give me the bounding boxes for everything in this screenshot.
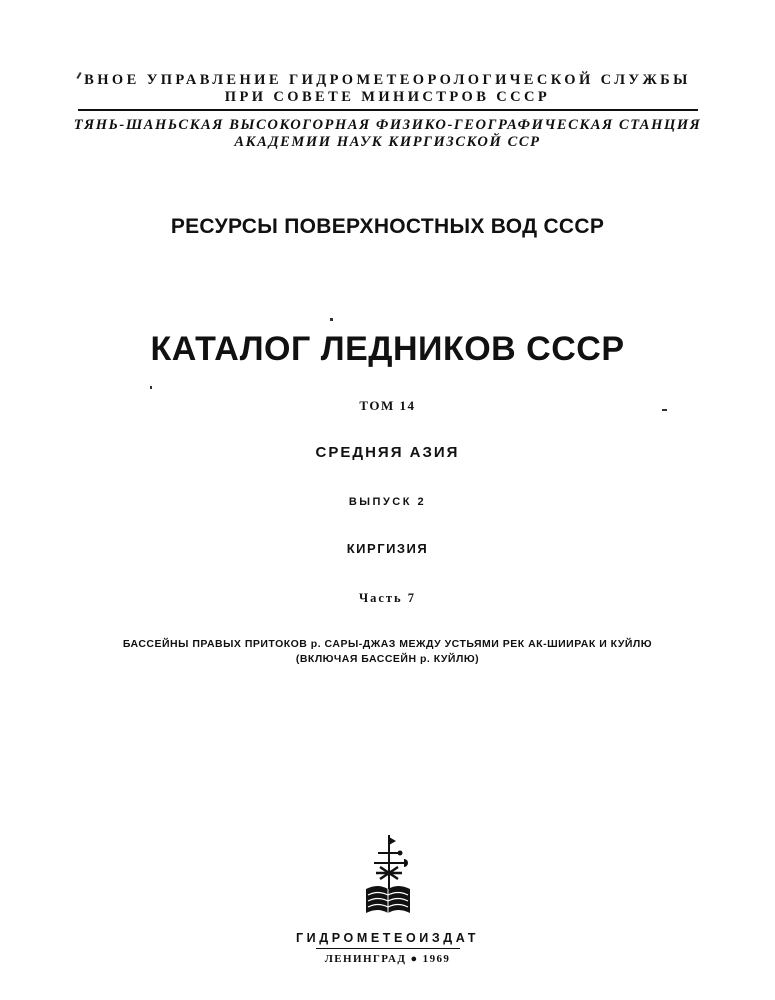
basin-description-line-1: БАССЕЙНЫ ПРАВЫХ ПРИТОКОВ р. САРЫ-ДЖАЗ МЕЖДУ УСТЬЯМИ РЕК АК-ШИИРАК И КУЙЛЮ [122,638,653,650]
city-and-year: ЛЕНИНГРАД ● 1969 [324,953,451,965]
part-number: Часть 7 [358,591,417,605]
series-title: РЕСУРСЫ ПОВЕРХНОСТНЫХ ВОД СССР [170,215,605,238]
scan-dot [150,386,152,389]
ministry-line-1: ВНОЕ УПРАВЛЕНИЕ ГИДРОМЕТЕОРОЛОГИЧЕСКОЙ СЛУЖБЫ [84,72,691,88]
header-divider [78,109,698,111]
scan-dot [330,318,333,321]
footer-divider [316,948,460,949]
ministry-line-2: ПРИ СОВЕТЕ МИНИСТРОВ СССР [224,89,551,105]
publisher-name: ГИДРОМЕТЕОИЗДАТ [295,931,480,945]
issue-number: ВЫПУСК 2 [348,496,427,508]
institution-line-2: АКАДЕМИИ НАУК КИРГИЗСКОЙ ССР [234,134,541,150]
weather-vane-publisher-emblem-icon [360,833,416,919]
country-name: КИРГИЗИЯ [346,541,429,556]
volume-number: ТОМ 14 [359,398,416,413]
institution-line-1: ТЯНЬ-ШАНЬСКАЯ ВЫСОКОГОРНАЯ ФИЗИКО-ГЕОГРАФИЧЕСКАЯ СТАНЦИЯ [73,117,702,133]
book-title: КАТАЛОГ ЛЕДНИКОВ СССР [150,330,625,368]
basin-description-line-2: (ВКЛЮЧАЯ БАССЕЙН р. КУЙЛЮ) [295,653,480,665]
region-name: СРЕДНЯЯ АЗИЯ [315,444,460,461]
